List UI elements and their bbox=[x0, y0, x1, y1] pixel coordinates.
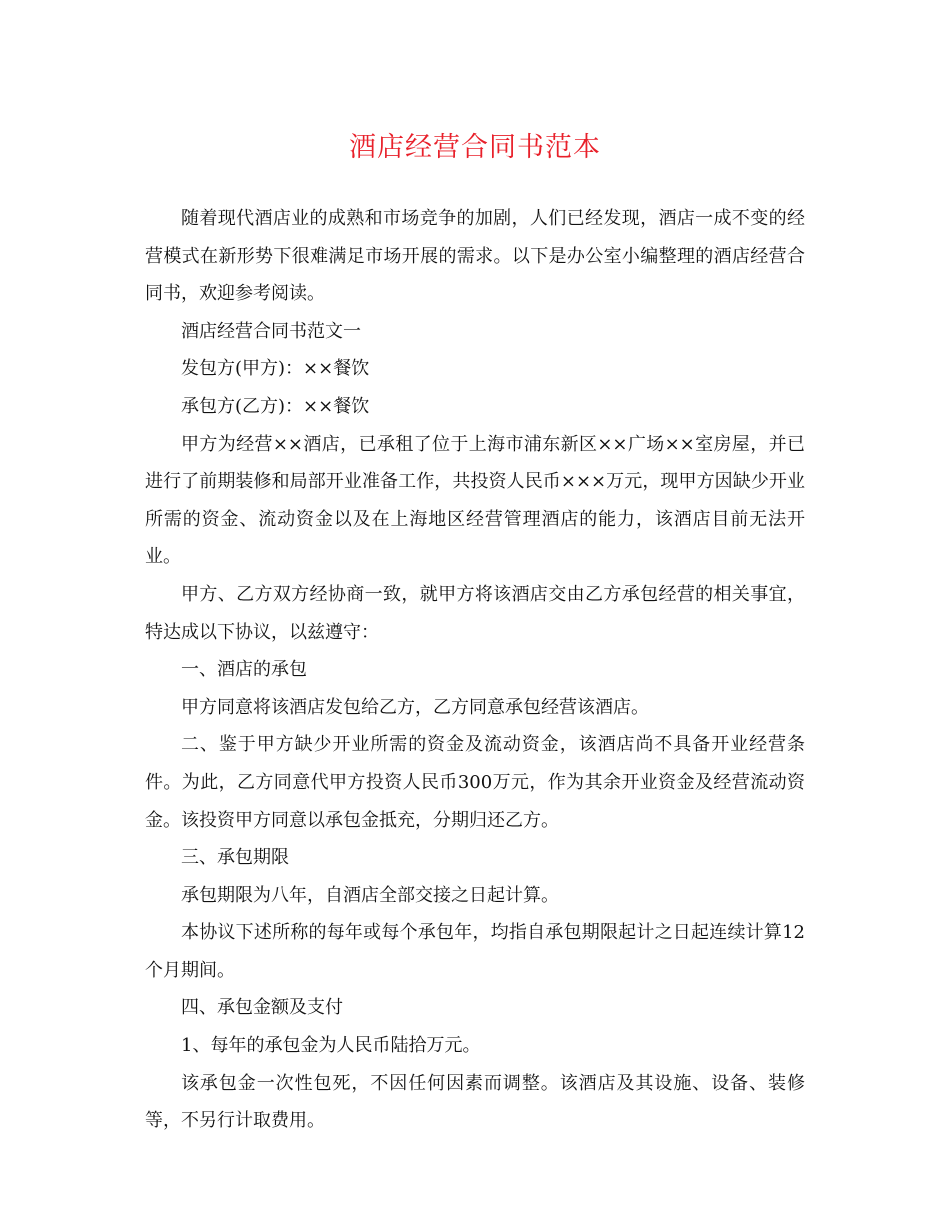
paragraph-background: 甲方为经营××酒店，已承租了位于上海市浦东新区××广场××室房屋，并已进行了前期装修和局部开业准备工作，共投资人民币×××万元，现甲方因缺少开业所需的资金、流动资金以及在上海地区经营管理酒店的能力，该酒店目前无法开业。 bbox=[145, 433, 805, 568]
paragraph-party-b: 承包方(乙方)：××餐饮 bbox=[181, 395, 370, 417]
paragraph-amount: 1、每年的承包金为人民币陆拾万元。 bbox=[181, 1035, 481, 1057]
paragraph-agreement: 甲方、乙方双方经协商一致，就甲方将该酒店交由乙方承包经营的相关事宜，特达成以下协议，以兹遵守： bbox=[145, 583, 805, 643]
paragraph-term-definition: 本协议下述所称的每年或每个承包年，均指自承包期限起计之日起连续计算12个月期间。 bbox=[145, 922, 805, 981]
paragraph-party-a: 发包方(甲方)：××餐饮 bbox=[181, 358, 370, 380]
section-heading-3: 三、承包期限 bbox=[181, 847, 289, 869]
section-2: 二、鉴于甲方缺少开业所需的资金及流动资金，该酒店尚不具备开业经营条件。为此，乙方同意代甲方投资人民币300万元，作为其余开业资金及经营流动资金。该投资甲方同意以承包金抵充，分期归还乙方。 bbox=[145, 734, 805, 831]
paragraph-sample-heading: 酒店经营合同书范文一 bbox=[181, 320, 361, 342]
document-title: 酒店经营合同书范本 bbox=[349, 132, 601, 163]
paragraph-amount-fixed: 该承包金一次性包死，不因任何因素而调整。该酒店及其设施、设备、装修等，不另行计取费用。 bbox=[145, 1072, 805, 1132]
document-body bbox=[145, 200, 805, 1140]
paragraph-intro: 随着现代酒店业的成熟和市场竞争的加剧，人们已经发现，酒店一成不变的经营模式在新形势下很难满足市场开展的需求。以下是办公室小编整理的酒店经营合同书，欢迎参考阅读。 bbox=[145, 208, 805, 305]
paragraph-section-1: 甲方同意将该酒店发包给乙方，乙方同意承包经营该酒店。 bbox=[181, 696, 649, 718]
section-heading-1: 一、酒店的承包 bbox=[181, 659, 307, 681]
paragraph-term: 承包期限为八年，自酒店全部交接之日起计算。 bbox=[181, 884, 559, 906]
section-heading-4: 四、承包金额及支付 bbox=[181, 997, 343, 1019]
